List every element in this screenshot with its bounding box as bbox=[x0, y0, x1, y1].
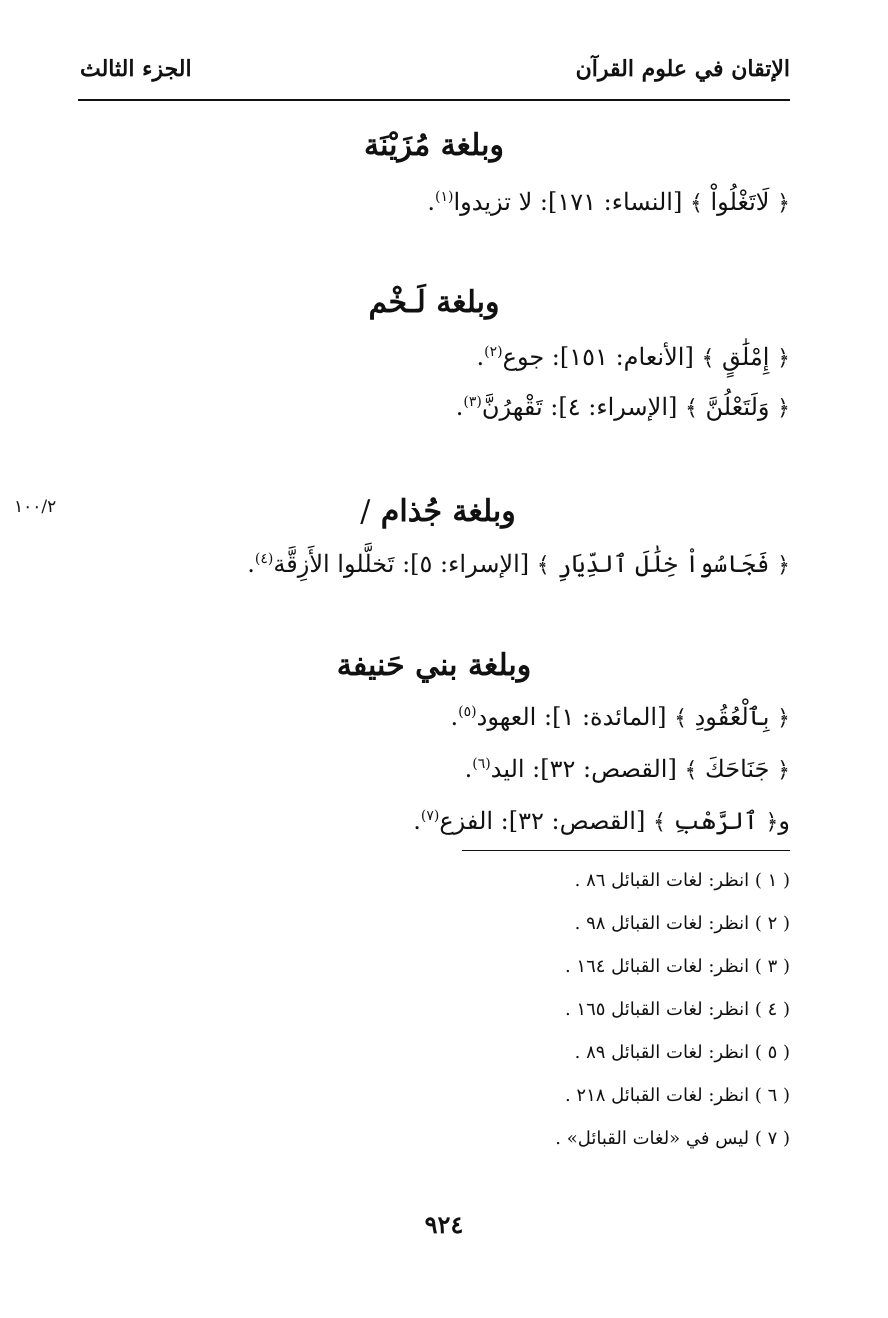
entry-tail: . bbox=[427, 188, 436, 216]
ornament-close: ﴾ bbox=[652, 810, 666, 835]
ornament-open: ﴿ bbox=[777, 553, 790, 578]
entry-tail: . bbox=[476, 343, 485, 371]
running-header-title: الإتقان في علوم القرآن bbox=[575, 56, 790, 82]
ornament-open: ﴿ bbox=[777, 758, 790, 783]
footnote-marker: (٥) bbox=[458, 704, 477, 720]
entry bbox=[427, 188, 790, 216]
ornament-close: ﴾ bbox=[684, 758, 698, 783]
entry-tail: . bbox=[450, 703, 459, 731]
footnote: ( ١ ) انظر: لغات القبائل ٨٦ . bbox=[574, 870, 790, 891]
entry-prefix: و bbox=[778, 807, 790, 835]
footnote-marker: (٣) bbox=[463, 394, 482, 410]
ornament-open: ﴿ bbox=[777, 706, 790, 731]
quran-word: جَنَاحَكَ bbox=[705, 755, 770, 783]
entry-reference: [القصص: ٣٢]: الفزع bbox=[439, 807, 646, 835]
footnote-marker: (٢) bbox=[484, 344, 503, 360]
section-heading bbox=[78, 494, 790, 529]
footnote: ( ٤ ) انظر: لغات القبائل ١٦٥ . bbox=[564, 999, 790, 1020]
entry bbox=[451, 703, 790, 731]
quran-word: بِٱلْعُقُودِ bbox=[694, 703, 770, 731]
entry-reference: [النساء: ١٧١]: لا تزيدوا bbox=[453, 188, 683, 216]
footnote: ( ٥ ) انظر: لغات القبائل ٨٩ . bbox=[574, 1042, 790, 1063]
quran-word: ٱلرَّهْبِ bbox=[673, 807, 758, 835]
page-number: ٩٢٤ bbox=[424, 1210, 464, 1239]
section-heading: وبلغة لَـخْم bbox=[368, 285, 500, 320]
entry-reference: [الإسراء: ٥]: تَخلَّلوا الأَزِقَّة bbox=[273, 550, 530, 578]
section-heading: وبلغة مُزَيْنَة bbox=[364, 128, 504, 163]
ornament-open: ﴿ bbox=[777, 396, 790, 421]
entry-tail: . bbox=[455, 393, 464, 421]
entry bbox=[247, 550, 790, 578]
quran-word: لَاتَغْلُواْ bbox=[710, 188, 770, 216]
ornament-close: ﴾ bbox=[674, 706, 687, 731]
entry bbox=[477, 343, 790, 371]
heading-text: وبلغة جُذام bbox=[380, 494, 516, 529]
footnote-marker: (١) bbox=[435, 189, 454, 205]
header-divider bbox=[78, 99, 790, 101]
entry-tail: . bbox=[413, 807, 421, 835]
entry-reference: [الإسراء: ٤]: تَقْهرُنَّ bbox=[481, 393, 678, 421]
entry bbox=[456, 393, 790, 421]
footnote: ( ٦ ) انظر: لغات القبائل ٢١٨ . bbox=[564, 1085, 790, 1106]
ornament-open: ﴿ bbox=[777, 191, 790, 216]
ornament-close: ﴾ bbox=[536, 553, 550, 578]
entry bbox=[465, 755, 790, 783]
section-heading: وبلغة بني حَنيفة bbox=[336, 648, 532, 683]
entry-reference: [المائدة: ١]: العهود bbox=[476, 703, 667, 731]
footnote-marker: (٧) bbox=[420, 808, 440, 824]
quran-word: إِمْلَٰقٍ bbox=[721, 343, 770, 371]
quran-word: وَلَتَعْلُنَّ bbox=[705, 393, 770, 421]
ornament-close: ﴾ bbox=[685, 396, 698, 421]
page-break-slash: / bbox=[360, 494, 371, 529]
entry-reference: [الأنعام: ١٥١]: جوع bbox=[502, 343, 694, 371]
ornament-close: ﴾ bbox=[689, 191, 703, 216]
footnote: ( ٧ ) ليس في «لغات القبائل» . bbox=[555, 1128, 790, 1149]
footnote-marker: (٦) bbox=[472, 756, 491, 772]
entry bbox=[413, 807, 790, 835]
margin-reference: ١٠٠/٢ bbox=[14, 497, 57, 517]
footnote: ( ٣ ) انظر: لغات القبائل ١٦٤ . bbox=[564, 956, 790, 977]
ornament-close: ﴾ bbox=[701, 346, 715, 371]
footnote-marker: (٤) bbox=[254, 551, 274, 567]
ornament-open: ﴿ bbox=[777, 346, 790, 371]
entry-tail: . bbox=[464, 755, 473, 783]
quran-word: فَجَاسُواْ خِلَٰلَ ٱلدِّيَارِ bbox=[557, 550, 770, 578]
entry-tail: . bbox=[247, 550, 255, 578]
footnote-divider bbox=[462, 850, 790, 851]
ornament-open: ﴿ bbox=[765, 810, 779, 835]
entry-reference: [القصص: ٣٢]: اليد bbox=[490, 755, 677, 783]
running-header-volume: الجزء الثالث bbox=[80, 56, 192, 82]
footnote: ( ٢ ) انظر: لغات القبائل ٩٨ . bbox=[574, 913, 790, 934]
